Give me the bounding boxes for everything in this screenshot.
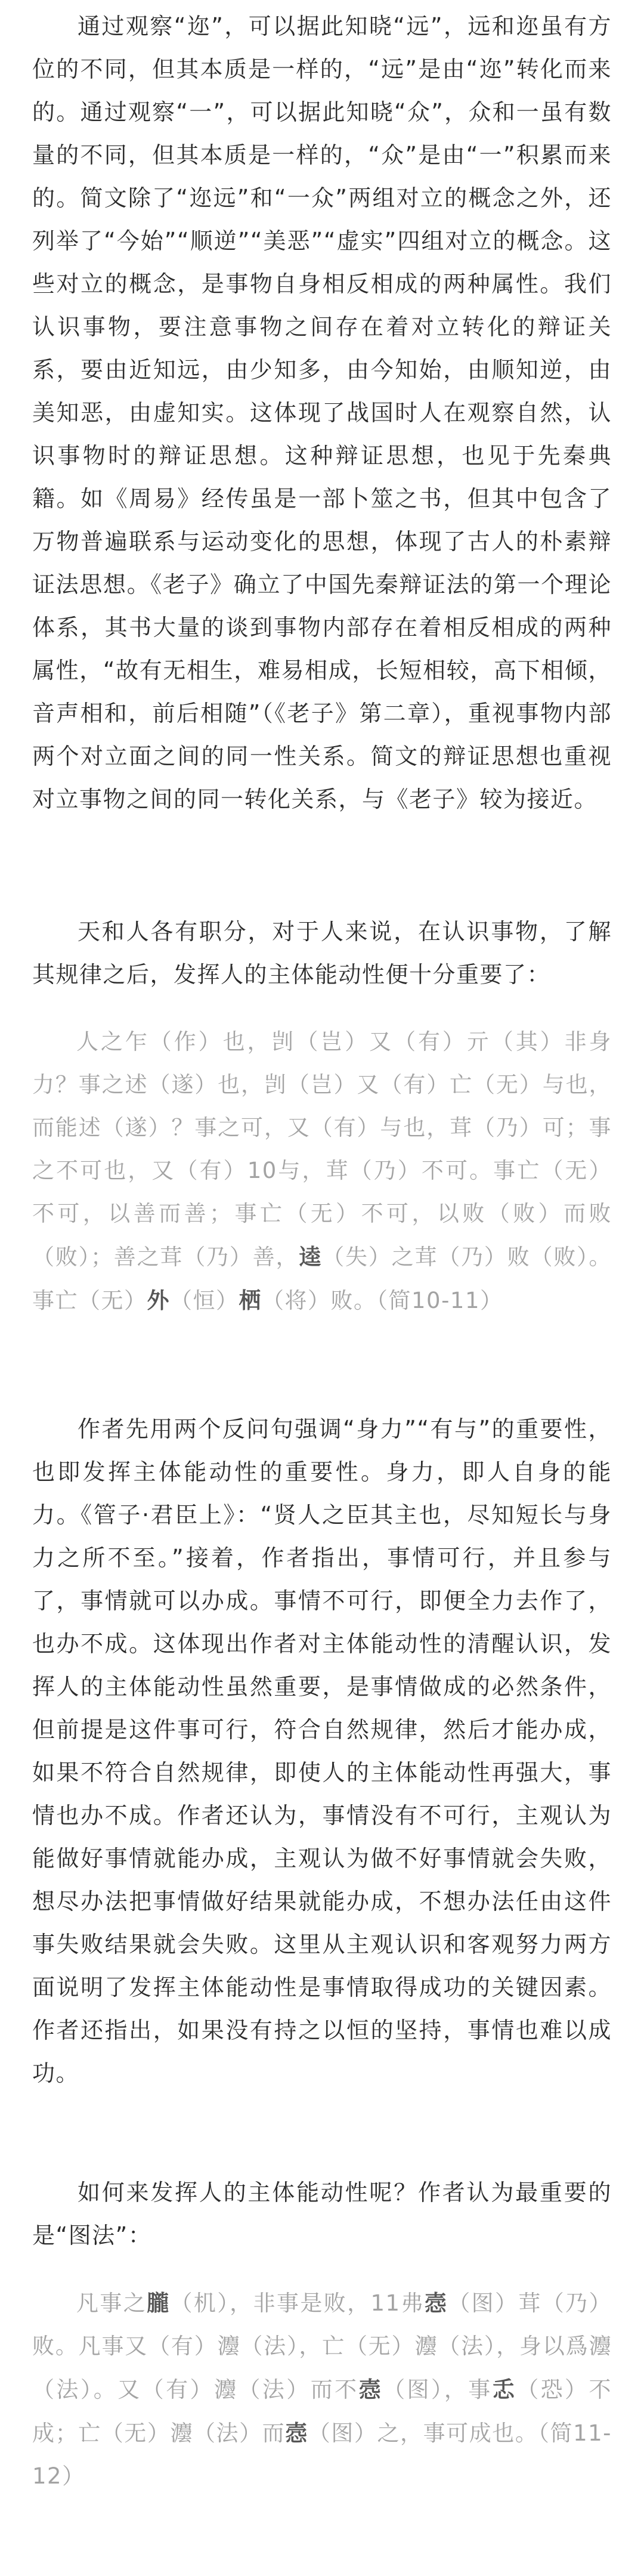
- quote-text: 人之乍（作）也，剀（岂）又（有）亓（其）非身力？事之述（遂）也，剀（岂）又（有）亡（无）与也，而能述（遂）？事之可，又（有）与也，茸（乃）可；事之不可也，又（有）10与，茸（乃）不可。事亡（无）不可，以善而善；事亡（无）不可，以败（败）而败（败）；善之茸（乃）善，: [32, 1029, 612, 1270]
- ancient-glyph: 外: [147, 1287, 170, 1313]
- quote-text: （机），非事是败，11弗: [169, 2290, 425, 2316]
- ancient-glyph: 朧: [147, 2290, 170, 2316]
- quote-text: （图），事: [382, 2377, 493, 2402]
- quote-text: （将）败。（简10-11）: [262, 1288, 503, 1313]
- bamboo-slip-quote-11-12: [32, 2281, 612, 2498]
- ancient-glyph: 忎: [492, 2376, 516, 2402]
- ancient-glyph: 悫: [358, 2376, 382, 2402]
- ancient-glyph: 悫: [424, 2290, 448, 2316]
- bamboo-slip-quote-10-11: [32, 1020, 612, 1322]
- paragraph-planning-law: 如何来发挥人的主体能动性呢？作者认为最重要的是“图法”：: [32, 2179, 612, 2249]
- quote-text: 凡事之: [76, 2290, 147, 2316]
- quote-text: （恒）: [170, 1288, 239, 1313]
- ancient-glyph: 逵: [299, 1244, 322, 1270]
- paragraph-heaven-and-man: 天和人各有职分，对于人来说，在认识事物，了解其规律之后，发挥人的主体能动性便十分重要了：: [32, 919, 612, 988]
- ancient-glyph: 悫: [285, 2420, 308, 2446]
- paragraph-subjective-initiative: 作者先用两个反问句强调“身力”“有与”的重要性，也即发挥主体能动性的重要性。身力，即人自身的能力。《管子·君臣上》：“贤人之臣其主也，尽知短长与身力之所不至。”接着，作者指出，事情可行，并且参与了，事情就可以办成。事情不可行，即便全力去作了，也办不成。这体现出作者对主体能动性的清醒认识，发挥人的主体能动性虽然重要，是事情做成的必然条件，但前提是这件事可行，符合自然规律，然后才能办成，如果不符合自然规律，即使人的主体能动性再强大，事情也办不成。作者还认为，事情没有不可行，主观认为能做好事情就能办成，主观认为做不好事情就会失败，想尽办法把事情做好结果就能办成，不想办法任由这件事失败结果就会失败。这里从主观认识和客观努力两方面说明了发挥主体能动性是事情取得成功的关键因素。作者还指出，如果没有持之以恒的坚持，事情也难以成功。: [32, 1416, 612, 2086]
- ancient-glyph: 栖: [239, 1287, 262, 1313]
- quote-text: （恐）不成；亡（无）灋（法）而: [32, 2377, 612, 2446]
- paragraph-dialectics: 通过观察“迩”，可以据此知晓“远”，远和迩虽有方位的不同，但其本质是一样的，“远”是由“迩”转化而来的。通过观察“一”，可以据此知晓“众”，众和一虽有数量的不同，但其本质是一样的，“众”是由“一”积累而来的。简文除了“迩远”和“一众”两组对立的概念之外，还列举了“今始”“顺逆”“美恶”“虚实”四组对立的概念。这些对立的概念，是事物自身相反相成的两种属性。我们认识事物，要注意事物之间存在着对立转化的辩证关系，要由近知远，由少知多，由今知始，由顺知逆，由美知恶，由虚知实。这体现了战国时人在观察自然，认识事物时的辩证思想。这种辩证思想，也见于先秦典籍。如《周易》经传虽是一部卜筮之书，但其中包含了万物普遍联系与运动变化的思想，体现了古人的朴素辩证法思想。《老子》确立了中国先秦辩证法的第一个理论体系，其书大量的谈到事物内部存在着相反相成的两种属性，“故有无相生，难易相成，长短相较，高下相倾，音声相和，前后相随”（《老子》第二章），重视事物内部两个对立面之间的同一性关系。简文的辩证思想也重视对立事物之间的同一转化关系，与《老子》较为接近。: [32, 13, 612, 812]
- quote-text: （失）之茸（乃）败（败）。事亡（无）: [32, 1244, 612, 1313]
- quote-text: （图）茸（乃）败。凡事又（有）灋（法），亡（无）灋（法），身以爲灋（法）。又（有）灋（法）而不: [32, 2290, 612, 2402]
- quote-text: （图）之，事可成也。（简11-12）: [32, 2420, 612, 2489]
